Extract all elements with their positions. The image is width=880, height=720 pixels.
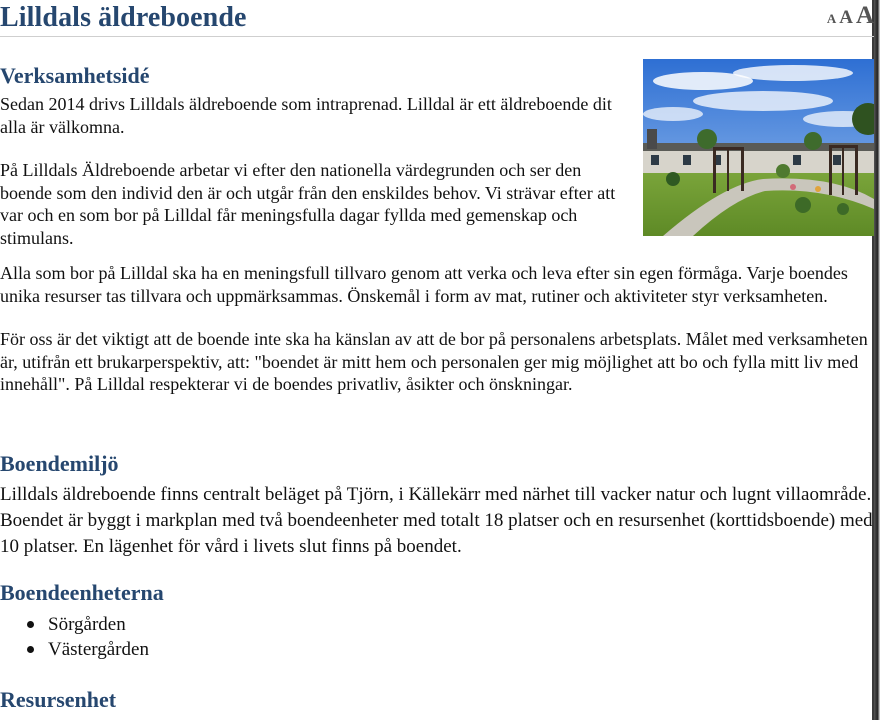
paragraph: Sedan 2014 drivs Lilldals äldreboende som intraprenad. Lilldal är ett äldreboende dit alla är välkomna. (0, 94, 612, 137)
section-heading-verksamhet: Verksamhetsidé (0, 63, 150, 88)
list-item: Sörgården (48, 612, 874, 637)
section-heading-resursenhet: Resursenhet (0, 687, 117, 712)
paragraph: Alla som bor på Lilldal ska ha en meningsfull tillvaro genom att verka och leva efter sin egen förmåga. Varje boendes unika resurser tas tillvara och uppmärksammas. Önskemål i form av mat, rutiner och aktiviteter styr verksamheten. (0, 263, 848, 306)
page-header (0, 0, 874, 37)
section-heading-boendemiljo: Boendemiljö (0, 451, 119, 476)
paragraph: På Lilldals Äldreboende arbetar vi efter den nationella värdegrunden och ser den boende som den individ den är och utgår från den enskildes behov. Vi strävar efter att var och en som bor på Lilldal får meningsfulla dagar fyllda med gemenskap och stimulans. (0, 160, 616, 248)
font-size-controls (827, 3, 874, 32)
paragraph: För oss är det viktigt att de boende inte ska ha känslan av att de bor på personalens arbetsplats. Målet med verksamheten är, utifrån ett brukarperspektiv, att: "boendet är mitt hem och personalen ger mig möjlighet att bo och fylla mitt liv med innehåll". På Lilldal respekterar vi de boendes privatliv, åsikter och önskningar. (0, 329, 868, 394)
font-size-large-button[interactable]: A (855, 2, 874, 29)
font-size-small-button[interactable]: A (826, 11, 837, 26)
unit-list (0, 612, 874, 662)
window-edge (874, 0, 880, 720)
intro-text (0, 61, 624, 249)
font-size-medium-button[interactable]: A (839, 7, 853, 28)
section-boendemiljo (0, 449, 874, 560)
paragraph: Lilldals äldreboende finns centralt beläget på Tjörn, i Källekärr med närhet till vacker natur och lugnt villaområde. Boendet är byggt i markplan med två boendeenheter med totalt 18 platser och en resursenhet (korttidsboende) med 10 platser. En lägenhet för vård i livets slut finns på boendet. (0, 484, 873, 557)
section-heading-boendeenheterna: Boendeenheterna (0, 580, 164, 605)
garden-photo (643, 59, 874, 236)
intro-row (0, 58, 874, 250)
list-item: Västergården (48, 637, 874, 662)
main-content (0, 58, 874, 396)
section-boendeenheterna (0, 578, 874, 662)
verksamhet-continued (0, 262, 874, 396)
page-title: Lilldals äldreboende (0, 2, 247, 33)
section-resursenhet (0, 685, 874, 715)
